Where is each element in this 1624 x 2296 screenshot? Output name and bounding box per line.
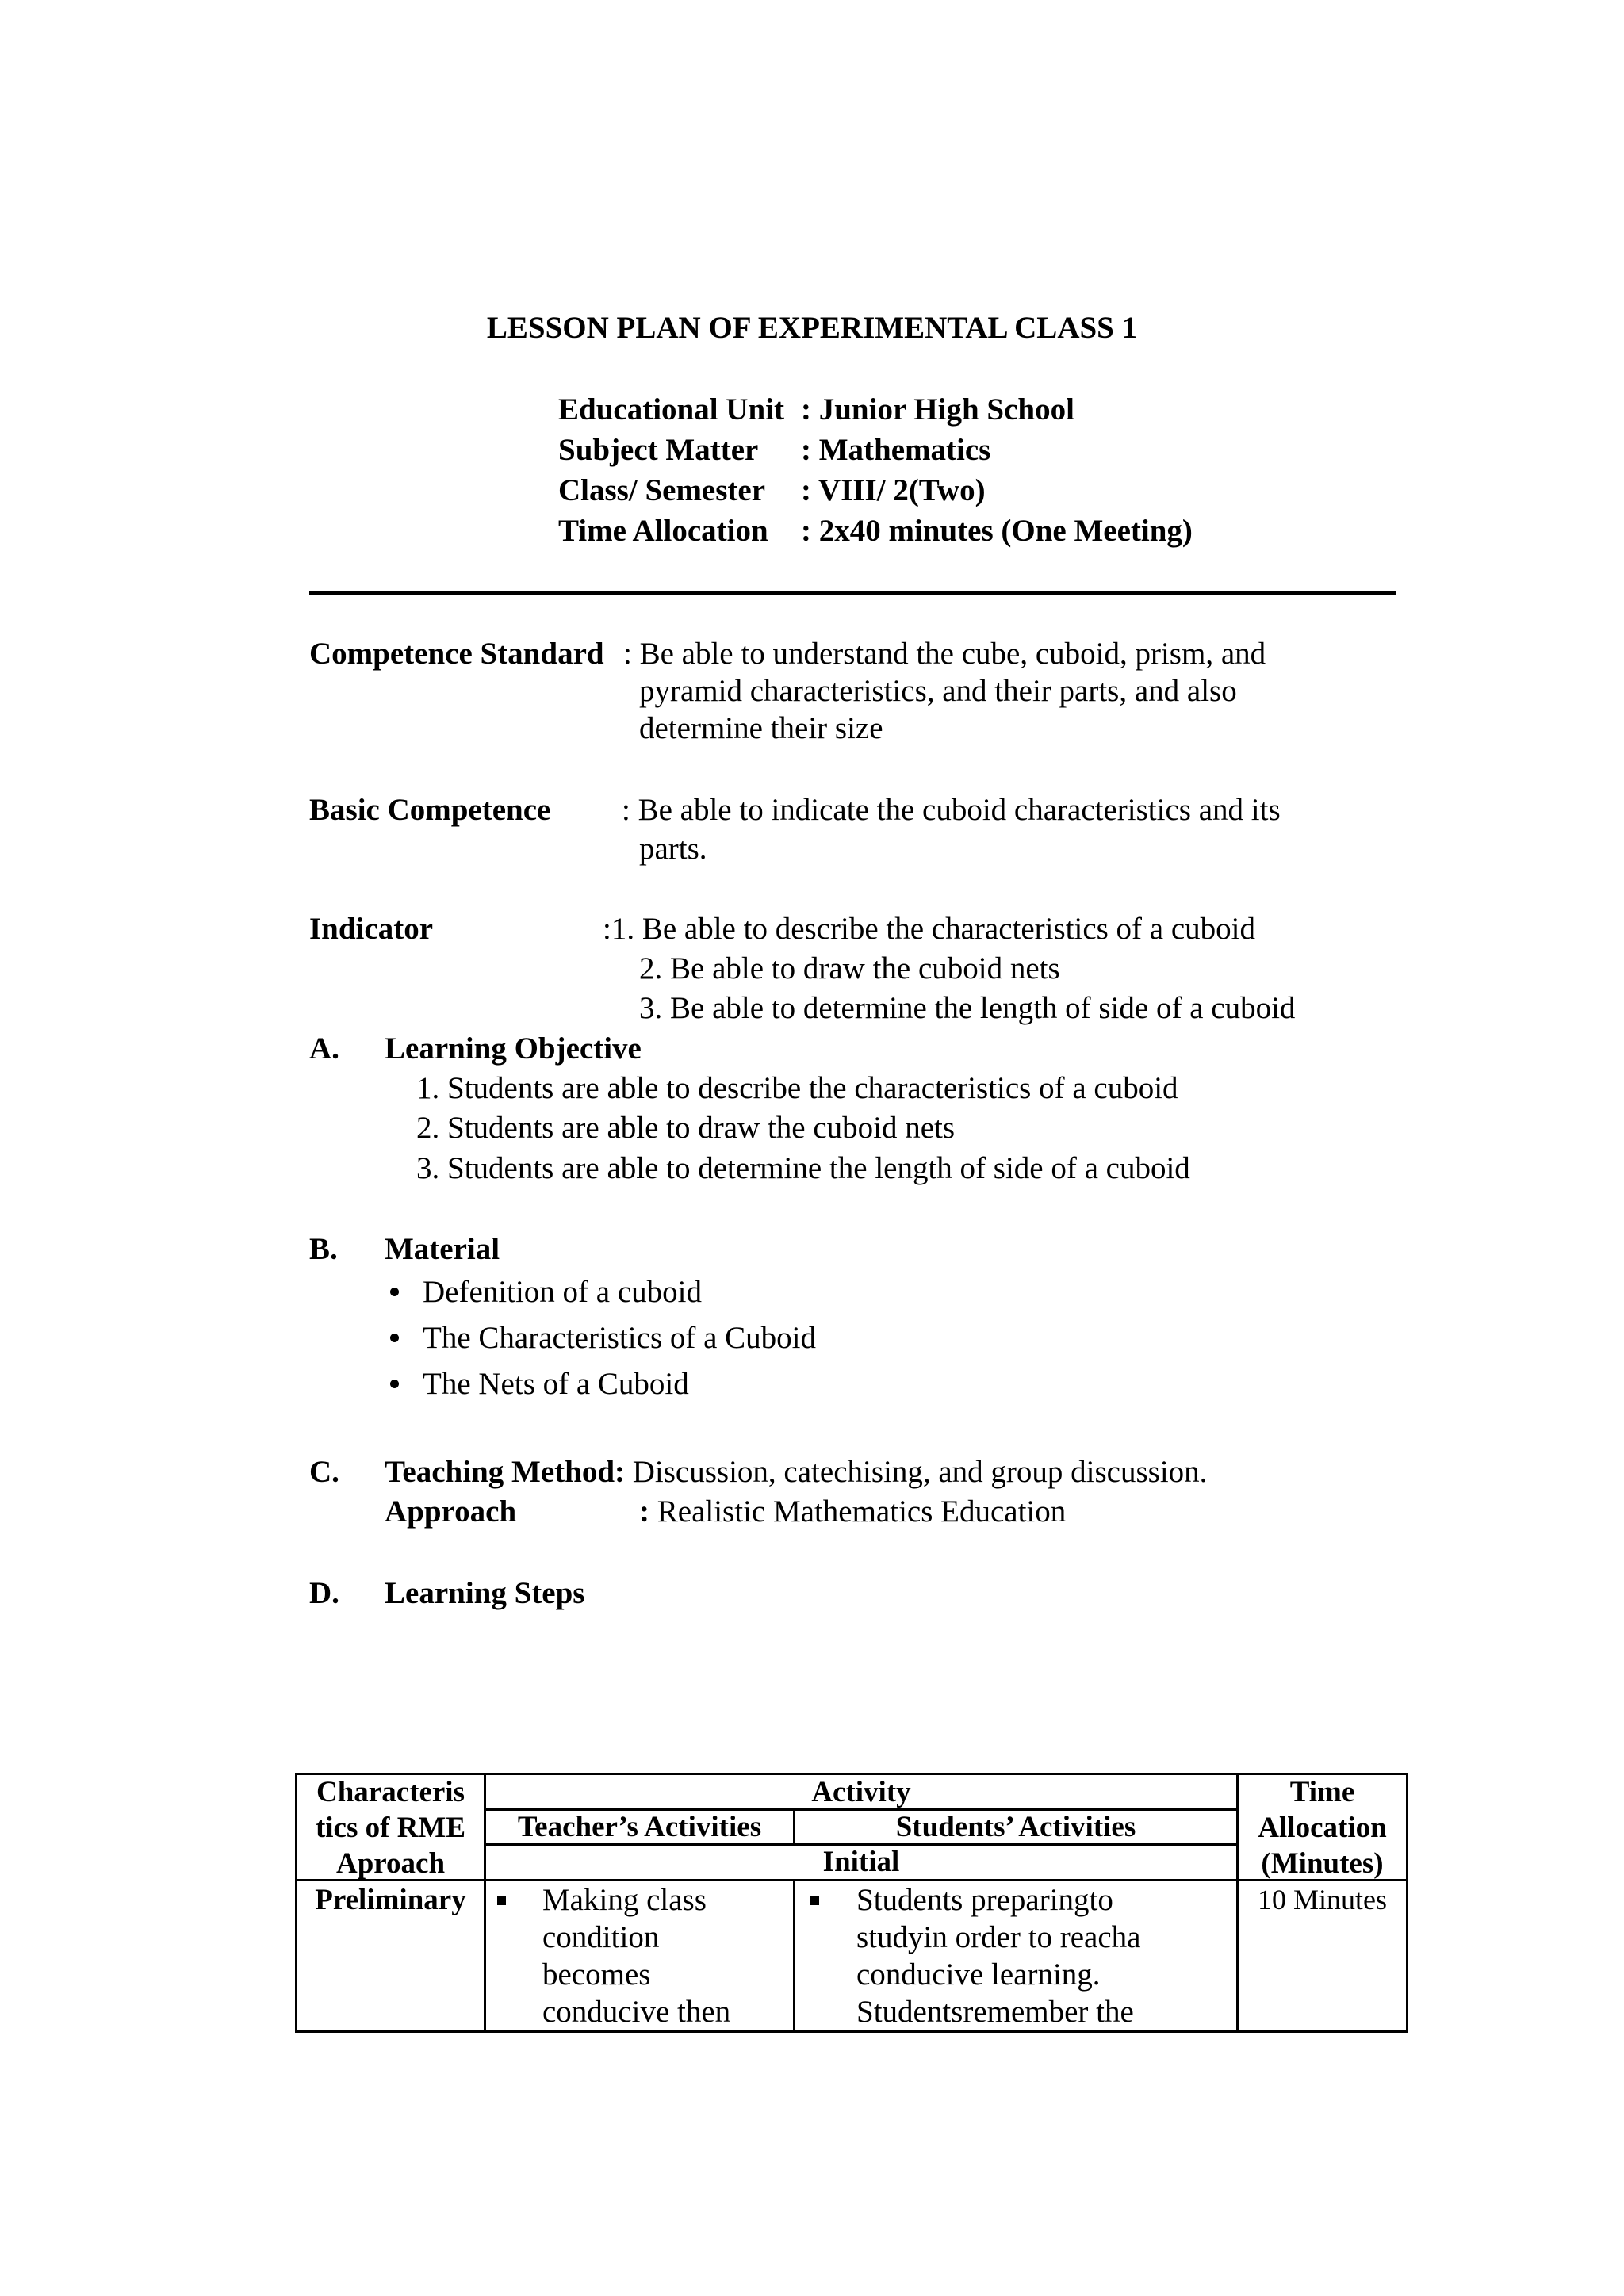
- table-col-divider: [793, 1879, 795, 2033]
- header-initial: Initial: [822, 1846, 900, 1878]
- text-line: Studentsremember the: [856, 1995, 1134, 2029]
- header-line: (Minutes): [1261, 1847, 1384, 1880]
- header-activity: Activity: [811, 1776, 911, 1808]
- objective-item: 2. Students are able to draw the cuboid nets: [416, 1111, 956, 1145]
- text-line: studyin order to reacha: [856, 1920, 1141, 1954]
- square-bullet-icon: [497, 1896, 506, 1905]
- competence-standard-label: Competence Standard: [309, 637, 604, 671]
- section-c-letter: C.: [309, 1455, 339, 1489]
- text-line: conducive learning.: [856, 1957, 1101, 1992]
- section-a-title: Learning Objective: [385, 1031, 642, 1066]
- basic-competence-label: Basic Competence: [309, 793, 551, 827]
- section-b-title: Material: [385, 1232, 500, 1266]
- competence-standard-line: determine their size: [639, 711, 883, 745]
- info-value: : Mathematics: [801, 433, 991, 467]
- teacher-activity-text: [542, 1881, 730, 2030]
- material-item: [390, 1318, 816, 1358]
- header-teacher-activities: Teacher’s Activities: [517, 1811, 762, 1843]
- teaching-method: [385, 1452, 1207, 1492]
- header-line: Time: [1289, 1776, 1355, 1808]
- section-d-title: Learning Steps: [385, 1576, 585, 1610]
- approach-value: Realistic Mathematics Education: [649, 1494, 1067, 1529]
- header-line: Characteris: [316, 1776, 465, 1808]
- header-line: tics of RME: [315, 1812, 466, 1844]
- material-item: [390, 1272, 702, 1312]
- student-activity-text: [856, 1881, 1140, 2030]
- page-title: LESSON PLAN OF EXPERIMENTAL CLASS 1: [486, 311, 1138, 345]
- info-value: : VIII/ 2(Two): [801, 473, 986, 507]
- indicator-line: 2. Be able to draw the cuboid nets: [639, 951, 1060, 985]
- time-allocation-value: 10 Minutes: [1257, 1884, 1387, 1915]
- indicator-line: 3. Be able to determine the length of side of a cuboid: [639, 991, 1296, 1025]
- text-line: becomes: [542, 1957, 651, 1992]
- text-line: condition: [542, 1920, 660, 1954]
- section-b-letter: B.: [309, 1232, 338, 1266]
- header-divider: [309, 591, 1396, 595]
- learning-steps-table: [295, 1773, 1408, 2033]
- indicator-line: :1. Be able to describe the characteristics of a cuboid: [603, 912, 1255, 946]
- header-students-activities: Students’ Activities: [895, 1811, 1136, 1843]
- bullet-icon: [390, 1380, 399, 1388]
- indicator-label: Indicator: [309, 912, 433, 946]
- header-line: Allocation: [1258, 1812, 1387, 1844]
- info-label: Educational Unit: [558, 392, 784, 427]
- section-a-letter: A.: [309, 1031, 339, 1066]
- header-rme-characteristics: [297, 1774, 484, 1881]
- table-border-right: [1406, 1773, 1408, 2033]
- bullet-icon: [390, 1288, 399, 1296]
- header-time-allocation: [1239, 1774, 1406, 1881]
- approach: [639, 1491, 1066, 1532]
- competence-standard-line: pyramid characteristics, and their parts, and also: [639, 674, 1237, 708]
- section-d-letter: D.: [309, 1576, 339, 1610]
- basic-competence-line: parts.: [639, 832, 707, 866]
- competence-standard-line: : Be able to understand the cube, cuboid, prism, and: [623, 637, 1266, 671]
- objective-item: 1. Students are able to describe the characteristics of a cuboid: [416, 1071, 1178, 1105]
- bullet-icon: [390, 1334, 399, 1342]
- teaching-method-label: Teaching Method:: [385, 1455, 625, 1489]
- objective-item: 3. Students are able to determine the length of side of a cuboid: [416, 1151, 1190, 1185]
- table-border-bottom: [295, 2030, 1408, 2033]
- material-item-text: The Nets of a Cuboid: [423, 1367, 689, 1401]
- approach-colon: :: [639, 1494, 649, 1529]
- approach-label: Approach: [385, 1494, 517, 1529]
- header-line: Aproach: [335, 1847, 446, 1880]
- info-label: Class/ Semester: [558, 473, 766, 507]
- info-value: : Junior High School: [801, 392, 1074, 427]
- info-label: Subject Matter: [558, 433, 759, 467]
- material-item-text: Defenition of a cuboid: [423, 1275, 702, 1309]
- text-line: conducive then: [542, 1995, 731, 2029]
- text-line: Making class: [542, 1883, 707, 1917]
- text-line: Students preparingto: [856, 1883, 1113, 1917]
- info-label: Time Allocation: [558, 514, 768, 548]
- teaching-method-value: Discussion, catechising, and group discussion.: [625, 1455, 1208, 1489]
- basic-competence-line: : Be able to indicate the cuboid characteristics and its: [622, 793, 1281, 827]
- material-item: [390, 1364, 689, 1404]
- square-bullet-icon: [810, 1896, 819, 1905]
- row-stage-preliminary: Preliminary: [315, 1884, 466, 1916]
- material-item-text: The Characteristics of a Cuboid: [423, 1321, 817, 1355]
- info-value: : 2x40 minutes (One Meeting): [801, 514, 1193, 548]
